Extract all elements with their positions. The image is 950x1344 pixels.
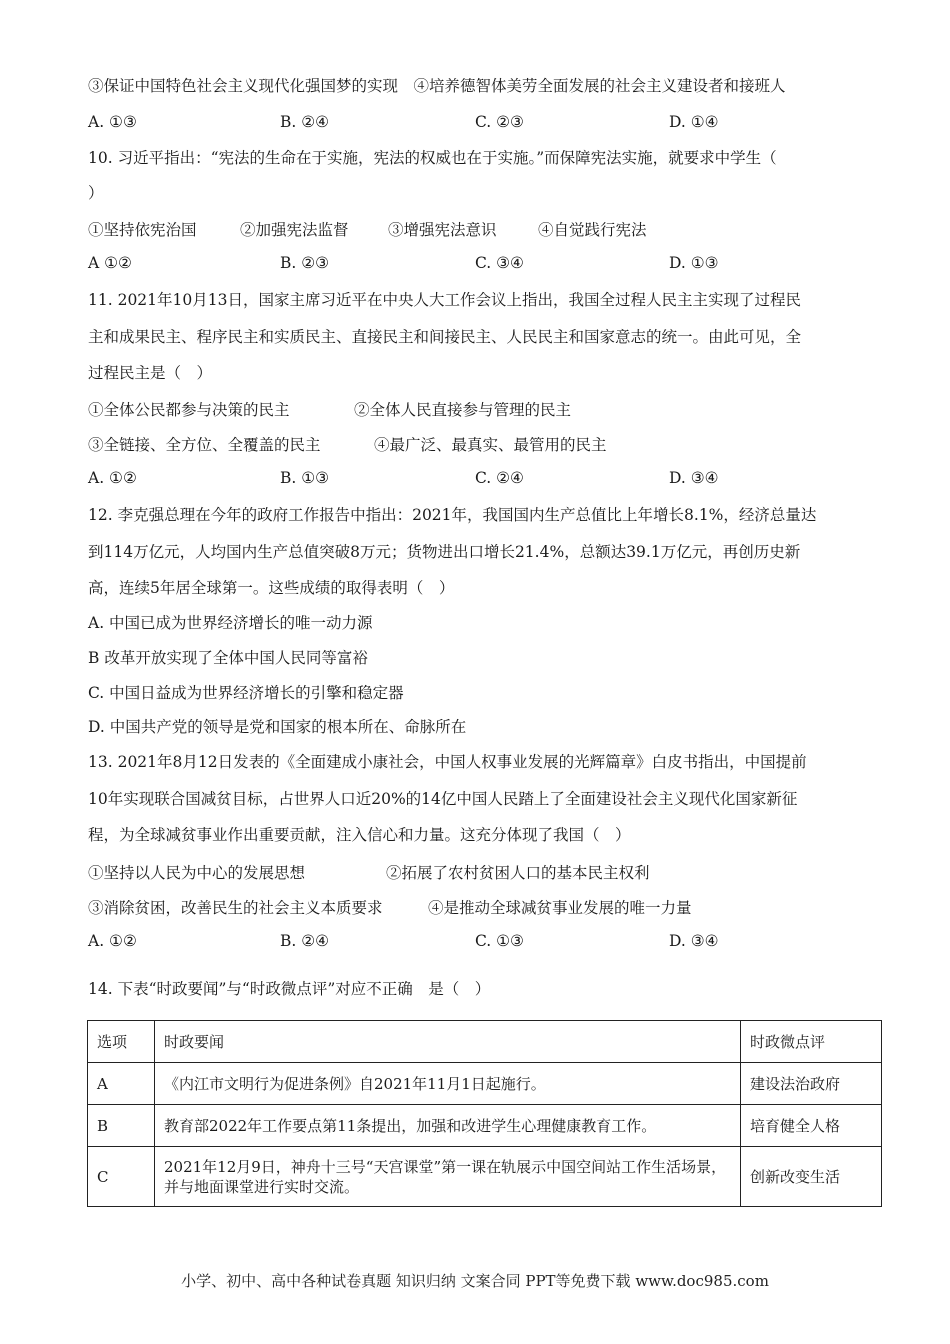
q13-item-1: ①坚持以人民为中心的发展思想 bbox=[88, 864, 306, 882]
q13-item-4: ④是推动全球减贫事业发展的唯一力量 bbox=[428, 899, 692, 917]
q11-option-a: A. ①② bbox=[88, 469, 137, 487]
table-cell-option: A bbox=[88, 1063, 155, 1105]
q11-option-c: C. ②④ bbox=[475, 469, 524, 487]
q11-options bbox=[88, 469, 808, 489]
q10-item-3: ③增强宪法意识 bbox=[388, 221, 497, 239]
q14-stem: 14. 下表“时政要闻”与“时政微点评”对应不正确 是（ ） bbox=[88, 980, 491, 998]
q9-option-b: B. ②④ bbox=[280, 113, 330, 131]
table-row bbox=[88, 1063, 882, 1105]
table-header-option: 选项 bbox=[88, 1021, 155, 1063]
q11-item-3: ③全链接、全方位、全覆盖的民主 bbox=[88, 436, 321, 454]
q10-stem-line-2: ） bbox=[88, 184, 104, 202]
q9-option-d: D. ①④ bbox=[669, 113, 719, 131]
q11-item-1: ①全体公民都参与决策的民主 bbox=[88, 401, 290, 419]
q11-option-d: D. ③④ bbox=[669, 469, 719, 487]
q10-option-d: D. ①③ bbox=[669, 254, 719, 272]
q11-item-4: ④最广泛、最真实、最管用的民主 bbox=[374, 436, 607, 454]
table-row bbox=[88, 1147, 882, 1207]
q10-item-2: ②加强宪法监督 bbox=[240, 221, 349, 239]
q10-item-4: ④自觉践行宪法 bbox=[538, 221, 647, 239]
q11-option-b: B. ①③ bbox=[280, 469, 330, 487]
q9-options bbox=[88, 113, 808, 133]
table-row bbox=[88, 1105, 882, 1147]
table-cell-option: C bbox=[88, 1147, 155, 1207]
q10-option-b: B. ②③ bbox=[280, 254, 330, 272]
page-footer: 小学、初中、高中各种试卷真题 知识归纳 文案合同 PPT等免费下载 www.doc985.com bbox=[181, 1272, 769, 1290]
q9-option-c: C. ②③ bbox=[475, 113, 524, 131]
q12-option-d: D. 中国共产党的领导是党和国家的根本所在、命脉所在 bbox=[88, 718, 467, 736]
q12-option-a: A. 中国已成为世界经济增长的唯一动力源 bbox=[88, 614, 373, 632]
q13-item-3: ③消除贫困，改善民生的社会主义本质要求 bbox=[88, 899, 383, 917]
q11-item-2: ②全体人民直接参与管理的民主 bbox=[354, 401, 572, 419]
q12-stem-line-3: 高，连续5年居全球第一。这些成绩的取得表明（ ） bbox=[88, 579, 455, 597]
table-header-news: 时政要闻 bbox=[155, 1021, 741, 1063]
q12-stem-line-1: 12. 李克强总理在今年的政府工作报告中指出：2021年，我国国内生产总值比上年增长8.1%，经济总量达 bbox=[88, 506, 817, 524]
table-cell-comment: 建设法治政府 bbox=[741, 1063, 882, 1105]
q13-stem-line-3: 程，为全球减贫事业作出重要贡献，注入信心和力量。这充分体现了我国（ ） bbox=[88, 826, 631, 844]
table-cell-comment: 创新改变生活 bbox=[741, 1147, 882, 1207]
q9-option-a: A. ①③ bbox=[88, 113, 137, 131]
q10-option-a: A ①② bbox=[88, 254, 132, 272]
q14-news-table bbox=[87, 1020, 882, 1207]
q13-option-c: C. ①③ bbox=[475, 932, 524, 950]
table-header-row bbox=[88, 1021, 882, 1063]
q13-stem-line-2: 10年实现联合国减贫目标，占世界人口近20%的14亿中国人民踏上了全面建设社会主义现代化国家新征 bbox=[88, 790, 798, 808]
table-cell-option: B bbox=[88, 1105, 155, 1147]
q13-option-d: D. ③④ bbox=[669, 932, 719, 950]
q9-statement-line: ③保证中国特色社会主义现代化强国梦的实现 ④培养德智体美劳全面发展的社会主义建设者和接班人 bbox=[88, 77, 786, 95]
q13-option-b: B. ②④ bbox=[280, 932, 330, 950]
table-cell-news: 《内江市文明行为促进条例》自2021年11月1日起施行。 bbox=[155, 1063, 741, 1105]
q12-stem-line-2: 到114万亿元，人均国内生产总值突破8万元；货物进出口增长21.4%，总额达39.1万亿元，再创历史新 bbox=[88, 543, 801, 561]
q11-stem-line-2: 主和成果民主、程序民主和实质民主、直接民主和间接民主、人民民主和国家意志的统一。由此可见，全 bbox=[88, 328, 802, 346]
q11-stem-line-3: 过程民主是（ ） bbox=[88, 364, 213, 382]
q13-item-2: ②拓展了农村贫困人口的基本民主权利 bbox=[386, 864, 650, 882]
q10-options bbox=[88, 254, 808, 274]
q13-options bbox=[88, 932, 808, 952]
q12-option-c: C. 中国日益成为世界经济增长的引擎和稳定器 bbox=[88, 684, 404, 702]
table-header-comment: 时政微点评 bbox=[741, 1021, 882, 1063]
table-cell-news: 2021年12月9日，神舟十三号“天宫课堂”第一课在轨展示中国空间站工作生活场景，并与地面课堂进行实时交流。 bbox=[155, 1147, 741, 1207]
table-cell-news: 教育部2022年工作要点第11条提出，加强和改进学生心理健康教育工作。 bbox=[155, 1105, 741, 1147]
q10-option-c: C. ③④ bbox=[475, 254, 524, 272]
q10-item-1: ①坚持依宪治国 bbox=[88, 221, 197, 239]
q13-stem-line-1: 13. 2021年8月12日发表的《全面建成小康社会，中国人权事业发展的光辉篇章》白皮书指出，中国提前 bbox=[88, 753, 807, 771]
q12-option-b: B 改革开放实现了全体中国人民同等富裕 bbox=[88, 649, 368, 667]
q13-option-a: A. ①② bbox=[88, 932, 137, 950]
q10-stem-line-1: 10. 习近平指出：“宪法的生命在于实施，宪法的权威也在于实施。”而保障宪法实施，就要求中学生（ bbox=[88, 149, 777, 167]
table-cell-comment: 培育健全人格 bbox=[741, 1105, 882, 1147]
q11-stem-line-1: 11. 2021年10月13日，国家主席习近平在中央人大工作会议上指出，我国全过程人民主主实现了过程民 bbox=[88, 291, 801, 309]
